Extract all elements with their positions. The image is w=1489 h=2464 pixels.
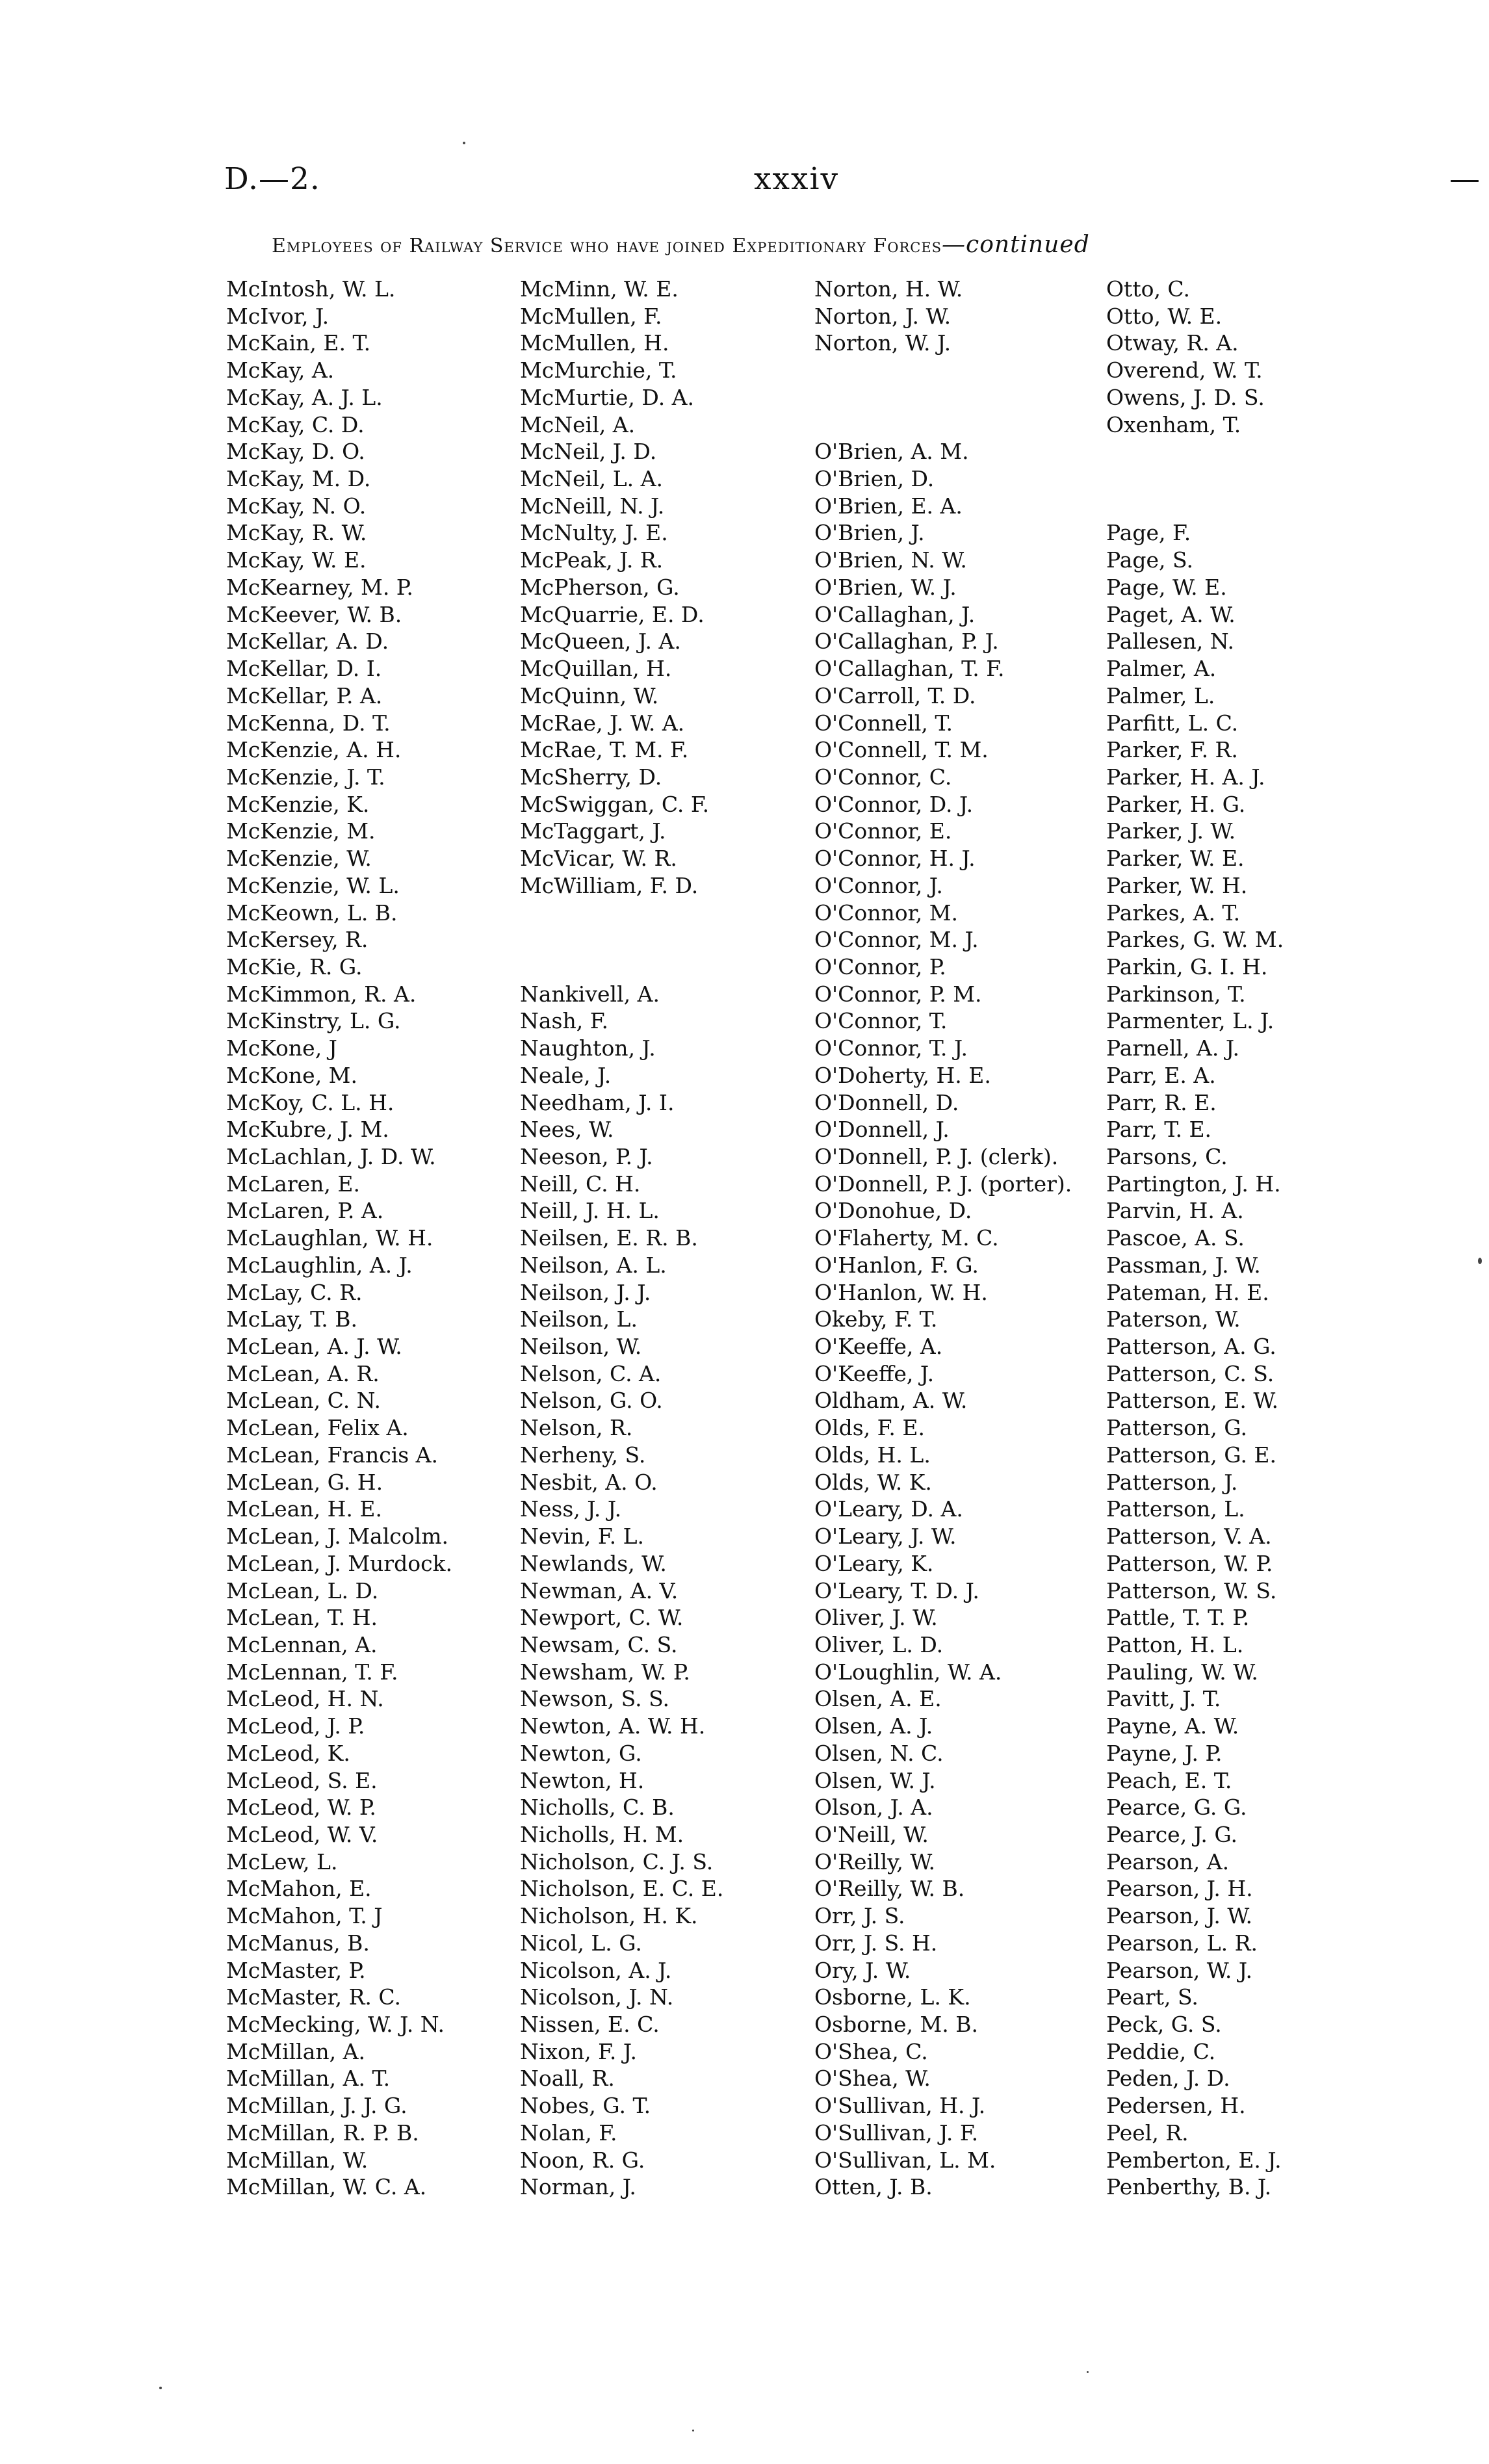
employee-name: Peden, J. D. xyxy=(1106,2066,1230,2092)
employee-name: Parker, H. G. xyxy=(1106,791,1246,817)
employee-name: Nixon, F. J. xyxy=(520,2038,638,2064)
employee-name: McKay, D. O. xyxy=(226,439,365,465)
page-number: xxxiv xyxy=(754,161,840,197)
employee-name: Olds, W. K. xyxy=(814,1469,932,1495)
employee-name: Pedersen, H. xyxy=(1106,2093,1246,2119)
employee-name: Nicholson, C. J. S. xyxy=(520,1848,714,1874)
employee-name: Olsen, A. J. xyxy=(814,1713,933,1739)
employee-name: McLean, J. Murdock. xyxy=(226,1550,453,1576)
employee-name: Pauling, W. W. xyxy=(1106,1659,1258,1685)
employee-name: Newlands, W. xyxy=(520,1550,667,1576)
employee-name: Otto, W. E. xyxy=(1106,303,1223,329)
employee-name: Ory, J. W. xyxy=(814,1957,911,1983)
employee-name: Newson, S. S. xyxy=(520,1686,670,1712)
employee-name: O'Connor, H. J. xyxy=(814,846,976,872)
employee-name: O'Doherty, H. E. xyxy=(814,1062,991,1088)
employee-name: Pearson, J. W. xyxy=(1106,1903,1253,1929)
employee-name: McNeill, N. J. xyxy=(520,493,665,519)
employee-name: Nees, W. xyxy=(520,1117,614,1143)
employee-name: Page, S. xyxy=(1106,547,1193,573)
employee-name: McLeod, W. P. xyxy=(226,1795,376,1821)
employee-name: Payne, A. W. xyxy=(1106,1713,1239,1739)
employee-name: McLeod, J. P. xyxy=(226,1713,365,1739)
employee-name: McKubre, J. M. xyxy=(226,1117,389,1143)
employee-name: McWilliam, F. D. xyxy=(520,872,699,898)
employee-name: McLean, Francis A. xyxy=(226,1442,439,1468)
employee-name: Olson, J. A. xyxy=(814,1795,933,1821)
name-column-2 xyxy=(520,276,723,2201)
employee-name: O'Keeffe, J. xyxy=(814,1360,935,1386)
employee-name: Parfitt, L. C. xyxy=(1106,710,1239,736)
employee-name: Parker, W. H. xyxy=(1106,872,1248,898)
employee-name: Patterson, V. A. xyxy=(1106,1524,1272,1550)
employee-name: Peck, G. S. xyxy=(1106,2012,1222,2037)
employee-name: Needham, J. I. xyxy=(520,1089,675,1115)
employee-name: O'Leary, T. D. J. xyxy=(814,1577,979,1603)
employee-name: O'Connor, P. M. xyxy=(814,981,982,1007)
employee-name: Nankivell, A. xyxy=(520,981,660,1007)
page-title xyxy=(272,231,1090,258)
employee-name: Nelson, G. O. xyxy=(520,1388,663,1414)
employee-name: O'Sullivan, H. J. xyxy=(814,2093,986,2119)
employee-name: O'Brien, A. M. xyxy=(814,439,969,465)
employee-name: McKenna, D. T. xyxy=(226,710,391,736)
employee-name: McKay, C. D. xyxy=(226,411,365,437)
employee-name: O'Connor, P. xyxy=(814,953,946,979)
employee-name: Newton, A. W. H. xyxy=(520,1713,706,1739)
employee-name: O'Callaghan, T. F. xyxy=(814,656,1005,682)
employee-name: McPherson, G. xyxy=(520,574,680,600)
employee-name: O'Donnell, J. xyxy=(814,1117,950,1143)
employee-name: Otten, J. B. xyxy=(814,2174,933,2200)
employee-name: Penberthy, B. J. xyxy=(1106,2174,1272,2200)
employee-name: McKone, M. xyxy=(226,1062,357,1088)
employee-name: O'Loughlin, W. A. xyxy=(814,1659,1002,1685)
employee-name: McNulty, J. E. xyxy=(520,520,668,546)
employee-name: McTaggart, J. xyxy=(520,818,666,844)
employee-name: McKay, W. E. xyxy=(226,547,367,573)
employee-name: Patterson, G. E. xyxy=(1106,1442,1277,1468)
employee-name: Patterson, W. P. xyxy=(1106,1550,1273,1576)
employee-name: Newman, A. V. xyxy=(520,1577,679,1603)
employee-name: Patterson, J. xyxy=(1106,1469,1238,1495)
employee-name: McMecking, W. J. N. xyxy=(226,2012,445,2037)
employee-name: McKay, N. O. xyxy=(226,493,367,519)
employee-name: McLay, C. R. xyxy=(226,1279,363,1305)
employee-name: McNeil, L. A. xyxy=(520,466,663,492)
employee-name: Payne, J. P. xyxy=(1106,1740,1223,1766)
employee-name xyxy=(814,357,1072,384)
employee-name: O'Hanlon, W. H. xyxy=(814,1279,988,1305)
employee-name: McRae, T. M. F. xyxy=(520,737,689,763)
employee-name: Neilson, L. xyxy=(520,1306,638,1332)
employee-name: McSherry, D. xyxy=(520,764,662,790)
employee-name: Owens, J. D. S. xyxy=(1106,384,1265,410)
employee-name: McNeil, J. D. xyxy=(520,439,657,465)
employee-name: Newsam, C. S. xyxy=(520,1631,678,1657)
employee-name: Pearce, J. G. xyxy=(1106,1821,1238,1847)
employee-name: McMurtie, D. A. xyxy=(520,384,694,410)
employee-name: McLeod, K. xyxy=(226,1740,350,1766)
employee-name: Patterson, A. G. xyxy=(1106,1334,1276,1360)
employee-name: Pearson, A. xyxy=(1106,1848,1230,1874)
name-column-4 xyxy=(1106,276,1284,2201)
employee-name: Otway, R. A. xyxy=(1106,330,1239,356)
employee-name: McLean, T. H. xyxy=(226,1605,378,1631)
employee-name: Nicholls, H. M. xyxy=(520,1821,684,1847)
employee-name: O'Connor, C. xyxy=(814,764,952,790)
employee-name: Norton, H. W. xyxy=(814,276,963,302)
employee-name: Nicolson, J. N. xyxy=(520,1984,674,2010)
employee-name: Naughton, J. xyxy=(520,1035,656,1061)
employee-name: McLean, A. R. xyxy=(226,1360,380,1386)
employee-name: Norton, J. W. xyxy=(814,303,952,329)
employee-name: McLean, L. D. xyxy=(226,1577,379,1603)
employee-name: Neill, J. H. L. xyxy=(520,1198,660,1224)
employee-name: Parnell, A. J. xyxy=(1106,1035,1240,1061)
employee-name: Patton, H. L. xyxy=(1106,1631,1244,1657)
document-reference: D.—2. xyxy=(224,161,320,197)
employee-name: Osborne, M. B. xyxy=(814,2012,979,2037)
name-column-3 xyxy=(814,276,1072,2201)
employee-name: Neill, C. H. xyxy=(520,1171,641,1197)
employee-name xyxy=(520,926,723,953)
employee-name: O'Carroll, T. D. xyxy=(814,682,976,708)
employee-name: O'Sullivan, L. M. xyxy=(814,2147,996,2173)
employee-name: Parker, J. W. xyxy=(1106,818,1236,844)
employee-name: McMillan, A. xyxy=(226,2038,365,2064)
employee-name: O'Shea, W. xyxy=(814,2066,931,2092)
employee-name: McKone, J xyxy=(226,1035,337,1061)
employee-name xyxy=(814,384,1072,411)
employee-name xyxy=(1106,465,1284,493)
employee-name: Pearson, J. H. xyxy=(1106,1876,1253,1902)
employee-name: Passman, J. W. xyxy=(1106,1252,1261,1278)
employee-name: Oldham, A. W. xyxy=(814,1388,968,1414)
employee-name: McLean, H. E. xyxy=(226,1496,382,1522)
employee-name: Otto, C. xyxy=(1106,276,1190,302)
employee-name xyxy=(814,411,1072,439)
employee-name: Parr, E. A. xyxy=(1106,1062,1216,1088)
employee-name: O'Neill, W. xyxy=(814,1821,929,1847)
employee-name: O'Hanlon, F. G. xyxy=(814,1252,979,1278)
employee-name: Pearson, W. J. xyxy=(1106,1957,1253,1983)
employee-name: Nelson, R. xyxy=(520,1415,633,1441)
employee-name: McMillan, R. P. B. xyxy=(226,2120,419,2146)
employee-name: Nicholls, C. B. xyxy=(520,1795,675,1821)
employee-name: Neilson, J. J. xyxy=(520,1279,651,1305)
employee-name: McLeod, W. V. xyxy=(226,1821,378,1847)
employee-name: McVicar, W. R. xyxy=(520,846,677,872)
employee-name: McMullen, H. xyxy=(520,330,669,356)
employee-name: McKenzie, M. xyxy=(226,818,376,844)
employee-name: Nesbit, A. O. xyxy=(520,1469,658,1495)
employee-name: Ness, J. J. xyxy=(520,1496,622,1522)
employee-name: McLean, A. J. W. xyxy=(226,1334,402,1360)
employee-name xyxy=(520,900,723,927)
employee-name: Page, W. E. xyxy=(1106,574,1227,600)
employee-name: McRae, J. W. A. xyxy=(520,710,685,736)
employee-name: Oxenham, T. xyxy=(1106,411,1241,437)
employee-name: Pearce, G. G. xyxy=(1106,1795,1247,1821)
employee-name: McKay, R. W. xyxy=(226,520,367,546)
employee-name: Oliver, L. D. xyxy=(814,1631,944,1657)
employee-name: McLaren, E. xyxy=(226,1171,360,1197)
employee-name: O'Donohue, D. xyxy=(814,1198,972,1224)
scan-speck xyxy=(1087,2371,1089,2373)
employee-name: McKersey, R. xyxy=(226,927,369,953)
employee-name: Pemberton, E. J. xyxy=(1106,2147,1282,2173)
employee-name: Nobes, G. T. xyxy=(520,2093,651,2119)
employee-name: O'Connell, T. xyxy=(814,710,953,736)
employee-name: Overend, W. T. xyxy=(1106,357,1263,383)
employee-name: Parker, H. A. J. xyxy=(1106,764,1265,790)
employee-name: O'Donnell, P. J. (porter). xyxy=(814,1171,1072,1197)
employee-name: Nicholson, H. K. xyxy=(520,1903,698,1929)
employee-name: McLay, T. B. xyxy=(226,1306,357,1332)
employee-name: Nicolson, A. J. xyxy=(520,1957,672,1983)
employee-name: McSwiggan, C. F. xyxy=(520,791,710,817)
employee-name: McMullen, F. xyxy=(520,303,662,329)
employee-name: Olsen, A. E. xyxy=(814,1686,942,1712)
employee-name: McKellar, A. D. xyxy=(226,629,389,655)
employee-name: O'Connor, T. J. xyxy=(814,1035,968,1061)
scan-speck xyxy=(692,2430,694,2432)
employee-name: Nash, F. xyxy=(520,1008,608,1034)
employee-name: Patterson, C. S. xyxy=(1106,1360,1275,1386)
employee-name: Newsham, W. P. xyxy=(520,1659,690,1685)
employee-name xyxy=(520,953,723,981)
employee-name: O'Connor, D. J. xyxy=(814,791,974,817)
employee-name: McLeod, H. N. xyxy=(226,1686,384,1712)
employee-name: Nelson, C. A. xyxy=(520,1360,662,1386)
employee-name: Page, F. xyxy=(1106,520,1191,546)
employee-name: Parvin, H. A. xyxy=(1106,1198,1244,1224)
employee-name: Peel, R. xyxy=(1106,2120,1189,2146)
employee-name: McPeak, J. R. xyxy=(520,547,664,573)
employee-name: Patterson, W. S. xyxy=(1106,1577,1277,1603)
employee-name: Olds, H. L. xyxy=(814,1442,931,1468)
employee-name: Pallesen, N. xyxy=(1106,629,1234,655)
employee-name: Nolan, F. xyxy=(520,2120,617,2146)
employee-name: Olsen, W. J. xyxy=(814,1767,936,1793)
employee-name: Parkin, G. I. H. xyxy=(1106,953,1268,979)
employee-name: McKenzie, K. xyxy=(226,791,370,817)
employee-name: Peach, E. T. xyxy=(1106,1767,1232,1793)
employee-name: O'Leary, K. xyxy=(814,1550,934,1576)
employee-name: McLennan, T. F. xyxy=(226,1659,398,1685)
employee-name: Peddie, C. xyxy=(1106,2038,1216,2064)
employee-name: McKearney, M. P. xyxy=(226,574,413,600)
employee-name: Patterson, E. W. xyxy=(1106,1388,1278,1414)
employee-name: Newport, C. W. xyxy=(520,1605,684,1631)
employee-name: O'Callaghan, J. xyxy=(814,601,976,627)
header-dash: — xyxy=(1449,161,1480,197)
employee-name xyxy=(1106,493,1284,520)
employee-name: McKay, A. J. L. xyxy=(226,384,383,410)
employee-name: O'Connor, J. xyxy=(814,872,943,898)
employee-name: Partington, J. H. xyxy=(1106,1171,1281,1197)
employee-name: Olds, F. E. xyxy=(814,1415,925,1441)
employee-name: Parkes, A. T. xyxy=(1106,900,1241,926)
employee-name: Nissen, E. C. xyxy=(520,2012,660,2037)
employee-name: Orr, J. S. xyxy=(814,1903,905,1929)
employee-name: Norman, J. xyxy=(520,2174,636,2200)
employee-name: Paterson, W. xyxy=(1106,1306,1241,1332)
employee-name: McLean, G. H. xyxy=(226,1469,383,1495)
employee-name: McMahon, E. xyxy=(226,1876,372,1902)
employee-name: McMurchie, T. xyxy=(520,357,677,383)
name-column-1 xyxy=(226,276,452,2201)
employee-name: Pearson, L. R. xyxy=(1106,1930,1258,1956)
employee-name: McMaster, P. xyxy=(226,1957,366,1983)
page-title-continued: —continued xyxy=(942,231,1090,258)
employee-name: McQueen, J. A. xyxy=(520,629,681,655)
employee-name: McKeever, W. B. xyxy=(226,601,402,627)
employee-name: Parsons, C. xyxy=(1106,1144,1228,1169)
employee-name: McQuinn, W. xyxy=(520,682,659,708)
employee-name: Nevin, F. L. xyxy=(520,1524,644,1550)
employee-name: Peart, S. xyxy=(1106,1984,1198,2010)
employee-name: O'Brien, N. W. xyxy=(814,547,967,573)
employee-name: O'Donnell, D. xyxy=(814,1089,959,1115)
employee-name: McKain, E. T. xyxy=(226,330,371,356)
employee-name: McLean, C. N. xyxy=(226,1388,381,1414)
employee-name: O'Leary, D. A. xyxy=(814,1496,963,1522)
employee-name: O'Brien, E. A. xyxy=(814,493,963,519)
employee-name: O'Connell, T. M. xyxy=(814,737,989,763)
employee-name: Orr, J. S. H. xyxy=(814,1930,938,1956)
employee-name: Nerheny, S. xyxy=(520,1442,646,1468)
employee-name: O'Connor, M. J. xyxy=(814,927,979,953)
employee-name: McIvor, J. xyxy=(226,303,330,329)
employee-name: Nicol, L. G. xyxy=(520,1930,642,1956)
employee-name: McMillan, W. C. A. xyxy=(226,2174,427,2200)
employee-name: Pateman, H. E. xyxy=(1106,1279,1269,1305)
employee-name: Parr, R. E. xyxy=(1106,1089,1217,1115)
employee-name: O'Callaghan, P. J. xyxy=(814,629,999,655)
employee-name: McKay, A. xyxy=(226,357,335,383)
employee-name: McKimmon, R. A. xyxy=(226,981,417,1007)
employee-name: Palmer, L. xyxy=(1106,682,1215,708)
employee-name: O'Sullivan, J. F. xyxy=(814,2120,979,2146)
employee-name: McKeown, L. B. xyxy=(226,900,398,926)
employee-name: Noall, R. xyxy=(520,2066,615,2092)
employee-name: Patterson, G. xyxy=(1106,1415,1247,1441)
employee-name: McKenzie, A. H. xyxy=(226,737,402,763)
employee-name: Newton, H. xyxy=(520,1767,645,1793)
employee-name xyxy=(1106,438,1284,465)
employee-name: McLaren, P. A. xyxy=(226,1198,384,1224)
employee-name: Parker, F. R. xyxy=(1106,737,1238,763)
employee-name: McKenzie, W. L. xyxy=(226,872,400,898)
employee-name: O'Brien, J. xyxy=(814,520,925,546)
employee-name: McMillan, W. xyxy=(226,2147,369,2173)
employee-name: Norton, W. J. xyxy=(814,330,952,356)
employee-name: Okeby, F. T. xyxy=(814,1306,938,1332)
employee-name: Neilsen, E. R. B. xyxy=(520,1225,698,1251)
employee-name: O'Donnell, P. J. (clerk). xyxy=(814,1144,1059,1169)
employee-name: McLaughlin, A. J. xyxy=(226,1252,413,1278)
employee-name: McKenzie, W. xyxy=(226,846,372,872)
scan-speck xyxy=(159,2387,162,2389)
scan-speck xyxy=(463,142,465,144)
employee-name: O'Shea, C. xyxy=(814,2038,928,2064)
employee-name: O'Reilly, W. xyxy=(814,1848,936,1874)
employee-name: McMillan, A. T. xyxy=(226,2066,391,2092)
employee-name: Pavitt, J. T. xyxy=(1106,1686,1221,1712)
employee-name: McKinstry, L. G. xyxy=(226,1008,401,1034)
employee-name: O'Leary, J. W. xyxy=(814,1524,957,1550)
employee-name: McKenzie, J. T. xyxy=(226,764,385,790)
page-title-main: Employees of Railway Service who have joined Expeditionary Forces xyxy=(272,235,942,257)
employee-name: McNeil, A. xyxy=(520,411,636,437)
employee-name: Parker, W. E. xyxy=(1106,846,1245,872)
employee-name: Osborne, L. K. xyxy=(814,1984,971,2010)
employee-name: McManus, B. xyxy=(226,1930,370,1956)
employee-name: McLean, J. Malcolm. xyxy=(226,1524,448,1550)
employee-name: Neilson, W. xyxy=(520,1334,642,1360)
employee-name: O'Brien, W. J. xyxy=(814,574,957,600)
employee-name: Parr, T. E. xyxy=(1106,1117,1212,1143)
employee-name: Paget, A. W. xyxy=(1106,601,1236,627)
employee-name: Oliver, J. W. xyxy=(814,1605,938,1631)
employee-name: McKie, R. G. xyxy=(226,953,363,979)
employee-name: McLennan, A. xyxy=(226,1631,378,1657)
employee-name: McLaughlan, W. H. xyxy=(226,1225,434,1251)
employee-name: McMahon, T. J xyxy=(226,1903,383,1929)
employee-name: O'Connor, T. xyxy=(814,1008,948,1034)
employee-name: Pascoe, A. S. xyxy=(1106,1225,1245,1251)
employee-name: Newton, G. xyxy=(520,1740,642,1766)
employee-name: McMillan, J. J. G. xyxy=(226,2093,408,2119)
employee-name: Neilson, A. L. xyxy=(520,1252,667,1278)
employee-name: O'Connor, E. xyxy=(814,818,952,844)
employee-name: O'Keeffe, A. xyxy=(814,1334,943,1360)
employee-name: McMaster, R. C. xyxy=(226,1984,401,2010)
employee-name: O'Reilly, W. B. xyxy=(814,1876,965,1902)
employee-name: Noon, R. G. xyxy=(520,2147,645,2173)
employee-name: McLean, Felix A. xyxy=(226,1415,409,1441)
scan-speck xyxy=(1478,1258,1482,1264)
employee-name: O'Connor, M. xyxy=(814,900,959,926)
employee-name: McLeod, S. E. xyxy=(226,1767,378,1793)
employee-name: McMinn, W. E. xyxy=(520,276,679,302)
employee-name: Parkes, G. W. M. xyxy=(1106,927,1284,953)
employee-name: Palmer, A. xyxy=(1106,656,1217,682)
employee-name: Patterson, L. xyxy=(1106,1496,1245,1522)
employee-name: Pattle, T. T. P. xyxy=(1106,1605,1250,1631)
employee-name: McIntosh, W. L. xyxy=(226,276,396,302)
employee-name: McLew, L. xyxy=(226,1848,338,1874)
employee-name: Neale, J. xyxy=(520,1062,612,1088)
employee-name: Parmenter, L. J. xyxy=(1106,1008,1275,1034)
employee-name: McKellar, P. A. xyxy=(226,682,383,708)
employee-name: Parkinson, T. xyxy=(1106,981,1246,1007)
employee-name: Olsen, N. C. xyxy=(814,1740,944,1766)
employee-name: Nicholson, E. C. E. xyxy=(520,1876,724,1902)
employee-name: McKellar, D. I. xyxy=(226,656,382,682)
employee-name: O'Flaherty, M. C. xyxy=(814,1225,999,1251)
employee-name: O'Brien, D. xyxy=(814,466,935,492)
employee-name: McQuarrie, E. D. xyxy=(520,601,705,627)
employee-name: McKoy, C. L. H. xyxy=(226,1089,395,1115)
employee-name: McLachlan, J. D. W. xyxy=(226,1144,436,1169)
employee-name: McQuillan, H. xyxy=(520,656,672,682)
employee-name: Neeson, P. J. xyxy=(520,1144,653,1169)
employee-name: McKay, M. D. xyxy=(226,466,371,492)
